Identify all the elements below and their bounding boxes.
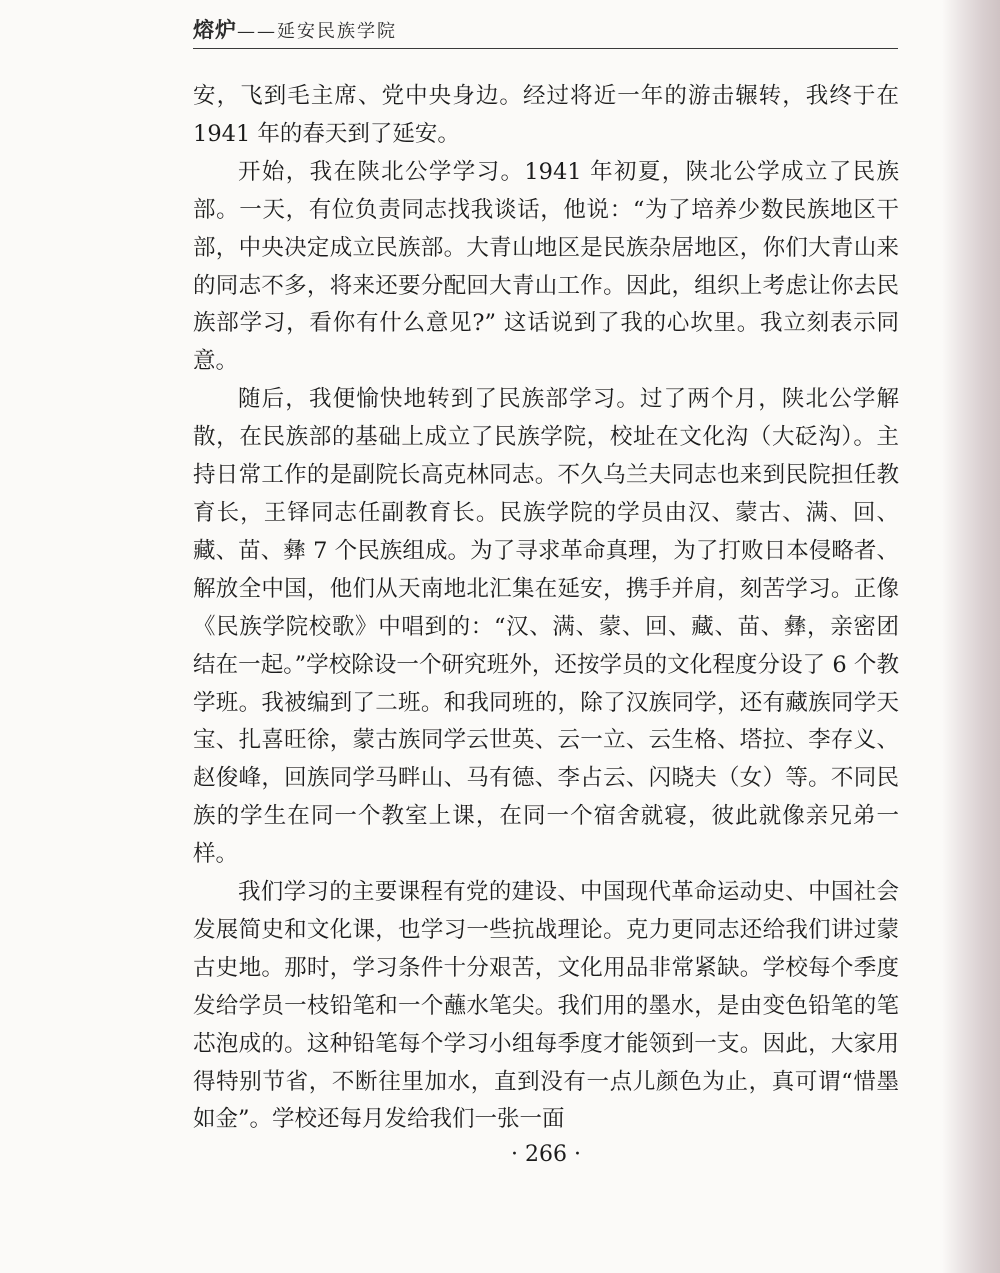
body-text [193,78,899,1139]
paragraph: 我们学习的主要课程有党的建设、中国现代革命运动史、中国社会发展简史和文化课，也学习一些抗战理论。克力更同志还给我们讲过蒙古史地。那时，学习条件十分艰苦，文化用品非常紧缺。学校每个季度发给学员一枝铅笔和一个蘸水笔尖。我们用的墨水，是由变色铅笔的笔芯泡成的。这种铅笔每个学习小组每季度才能领到一支。因此，大家用得特别节省，不断往里加水，直到没有一点儿颜色为止，真可谓“惜墨如金”。学校还每月发给我们一张一面 [193,879,899,1133]
page-number: · 266 · [511,1142,581,1167]
header-rule [193,48,898,49]
running-head-title: 熔炉 [193,17,237,42]
running-head-subtitle: ——延安民族学院 [237,21,397,42]
paragraph: 随后，我便愉快地转到了民族部学习。过了两个月，陕北公学解散，在民族部的基础上成立了民族学院，校址在文化沟（大砭沟）。主持日常工作的是副院长高克林同志。不久乌兰夫同志也来到民院担任教育长，王铎同志任副教育长。民族学院的学员由汉、蒙古、满、回、藏、苗、彝 7 个民族组成。为了寻求革命真理，为了打败日本侵略者、解放全中国，他们从天南地北汇集在延安，携手并肩，刻苦学习。正像《民族学院校歌》中唱到的：“汉、满、蒙、回、藏、苗、彝，亲密团结在一起。”学校除设一个研究班外，还按学员的文化程度分设了 6 个教学班。我被编到了二班。和我同班的，除了汉族同学，还有藏族同学天宝、扎喜旺徐，蒙古族同学云世英、云一立、云生格、塔拉、李存义、赵俊峰，回族同学马畔山、马有德、李占云、闪晓夫（女）等。不同民族的学生在同一个教室上课，在同一个宿舍就寝，彼此就像亲兄弟一样。 [193,386,899,868]
paragraph: 安，飞到毛主席、党中央身边。经过将近一年的游击辗转，我终于在 1941 年的春天到了延安。 [193,83,899,147]
paragraph: 开始，我在陕北公学学习。1941 年初夏，陕北公学成立了民族部。一天，有位负责同志找我谈话，他说：“为了培养少数民族地区干部，中央决定成立民族部。大青山地区是民族杂居地区，你们大青山来的同志不多，将来还要分配回大青山工作。因此，组织上考虑让你去民族部学习，看你有什么意见?” 这话说到了我的心坎里。我立刻表示同意。 [193,158,899,375]
running-head [193,14,397,44]
page-edge-shadow [942,0,1000,1273]
